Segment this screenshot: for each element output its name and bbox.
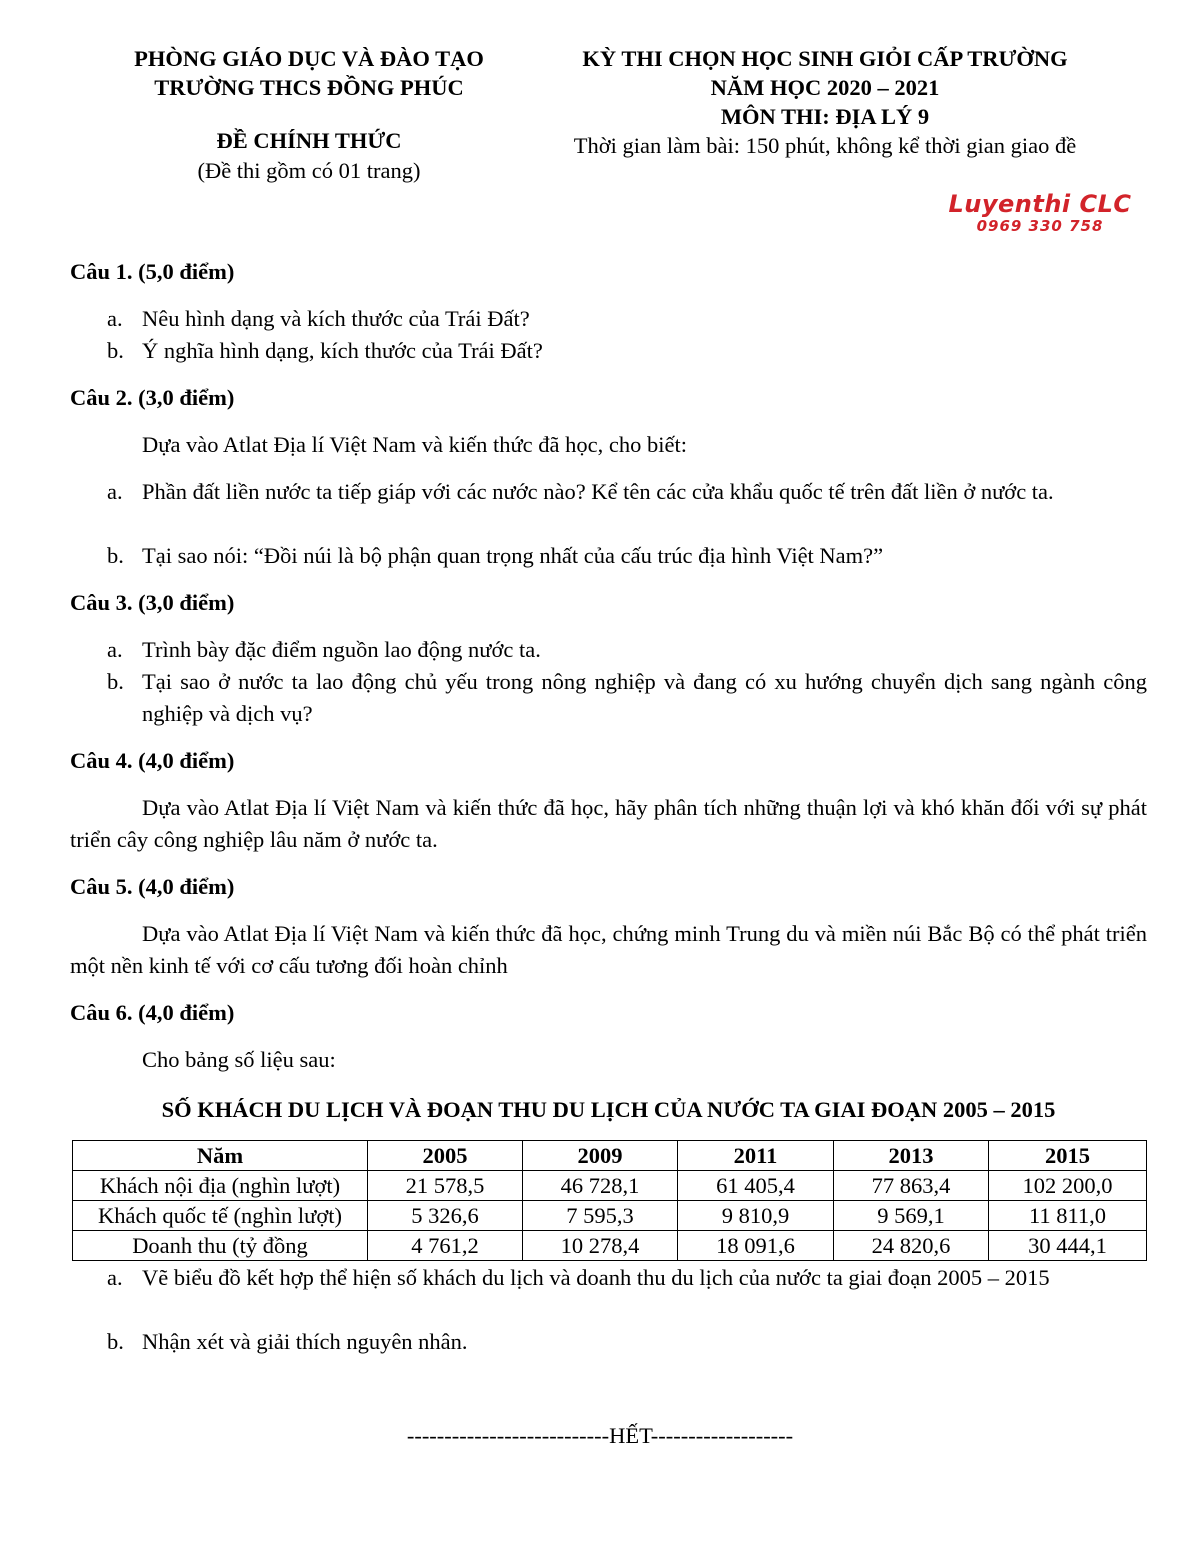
item-text: Nhận xét và giải thích nguyên nhân. [142,1329,468,1354]
question-6-item-b [107,1326,1147,1358]
table-cell: Khách nội địa (nghìn lượt) [73,1171,368,1201]
question-2-intro: Dựa vào Atlat Địa lí Việt Nam và kiến thức đã học, cho biết: [142,432,687,457]
question-1-item-b [107,335,1147,367]
question-6-intro: Cho bảng số liệu sau: [142,1047,336,1072]
table-cell: 4 761,2 [368,1231,523,1261]
item-label: b. [107,338,124,363]
header-cell: 2009 [523,1141,678,1171]
header-cell: 2005 [368,1141,523,1171]
table-cell: 11 811,0 [989,1201,1147,1231]
header-left [70,44,548,186]
item-text: Nêu hình dạng và kích thước của Trái Đất? [142,306,530,331]
table-header-row [73,1141,1147,1171]
question-5-title: Câu 5. (4,0 điểm) [70,874,235,899]
item-text: Vẽ biểu đồ kết hợp thể hiện số khách du lịch và doanh thu du lịch của nước ta giai đoạn 2005 – 2015 [142,1265,1050,1290]
question-4-title: Câu 4. (4,0 điểm) [70,748,235,773]
item-label: b. [107,543,124,568]
table-cell: 7 595,3 [523,1201,678,1231]
header-cell: Năm [73,1141,368,1171]
table-cell: 21 578,5 [368,1171,523,1201]
question-1-item-a [107,303,1147,335]
table-cell: Doanh thu (tỷ đồng [73,1231,368,1261]
department-name: PHÒNG GIÁO DỤC VÀ ĐÀO TẠO [134,46,484,71]
item-text: Ý nghĩa hình dạng, kích thước của Trái Đất? [142,338,543,363]
header-right [520,44,1130,161]
question-3-title: Câu 3. (3,0 điểm) [70,590,235,615]
table-cell: 77 863,4 [834,1171,989,1201]
watermark-logo [930,190,1150,234]
table-title: SỐ KHÁCH DU LỊCH VÀ ĐOẠN THU DU LỊCH CỦA NƯỚC TA GIAI ĐOẠN 2005 – 2015 [161,1097,1056,1122]
question-5-text: Dựa vào Atlat Địa lí Việt Nam và kiến thức đã học, chứng minh Trung du và miền núi Bắc Bộ có thể phát triển một nền kinh tế với cơ cấu tương đối hoàn chỉnh [70,921,1147,978]
exam-name: KỲ THI CHỌN HỌC SINH GIỎI CẤP TRƯỜNG [582,46,1068,71]
table-cell: Khách quốc tế (nghìn lượt) [73,1201,368,1231]
page-count-note: (Đề thi gồm có 01 trang) [197,158,421,183]
table-cell: 5 326,6 [368,1201,523,1231]
table-cell: 102 200,0 [989,1171,1147,1201]
table-cell: 24 820,6 [834,1231,989,1261]
item-text: Phần đất liền nước ta tiếp giáp với các nước nào? Kể tên các cửa khẩu quốc tế trên đất liền ở nước ta. [142,479,1054,504]
header-cell: 2013 [834,1141,989,1171]
school-name: TRƯỜNG THCS ĐỒNG PHÚC [154,75,464,100]
table-cell: 30 444,1 [989,1231,1147,1261]
item-text: Tại sao ở nước ta lao động chủ yếu trong nông nghiệp và đang có xu hướng chuyển dịch sang ngành công nghiệp và dịch vụ? [142,669,1147,726]
official-label: ĐỀ CHÍNH THỨC [216,128,402,153]
item-label: b. [107,1329,124,1354]
header-cell: 2015 [989,1141,1147,1171]
table-cell: 61 405,4 [678,1171,834,1201]
question-2-item-b [107,540,1147,572]
item-label: a. [107,479,123,504]
table-cell: 9 569,1 [834,1201,989,1231]
school-year: NĂM HỌC 2020 – 2021 [710,75,940,100]
data-table [72,1140,1147,1261]
exam-subject: MÔN THI: ĐỊA LÝ 9 [720,104,930,129]
table-cell: 18 091,6 [678,1231,834,1261]
end-marker: ---------------------------HẾT------------------- [406,1423,794,1448]
table-row [73,1231,1147,1261]
watermark-phone: 0969 330 758 [976,217,1104,235]
table-cell: 9 810,9 [678,1201,834,1231]
item-text: Trình bày đặc điểm nguồn lao động nước ta. [142,637,541,662]
question-6-title: Câu 6. (4,0 điểm) [70,1000,235,1025]
item-text: Tại sao nói: “Đồi núi là bộ phận quan trọng nhất của cấu trúc địa hình Việt Nam?” [142,543,884,568]
item-label: b. [107,669,124,694]
question-2-item-a [107,476,1147,508]
item-label: a. [107,306,123,331]
table-cell: 46 728,1 [523,1171,678,1201]
question-4-text: Dựa vào Atlat Địa lí Việt Nam và kiến thức đã học, hãy phân tích những thuận lợi và khó khăn đối với sự phát triển cây công nghiệp lâu năm ở nước ta. [70,795,1147,852]
question-3-item-b [107,666,1147,730]
question-3-item-a [107,634,1147,666]
table-cell: 10 278,4 [523,1231,678,1261]
item-label: a. [107,1265,123,1290]
table-row [73,1171,1147,1201]
question-2-title: Câu 2. (3,0 điểm) [70,385,235,410]
header-cell: 2011 [678,1141,834,1171]
table-row [73,1201,1147,1231]
watermark-brand: Luyenthi CLC [948,190,1132,218]
exam-duration: Thời gian làm bài: 150 phút, không kể thời gian giao đề [573,133,1077,158]
question-1-title: Câu 1. (5,0 điểm) [70,259,235,284]
item-label: a. [107,637,123,662]
question-6-item-a [107,1262,1147,1294]
